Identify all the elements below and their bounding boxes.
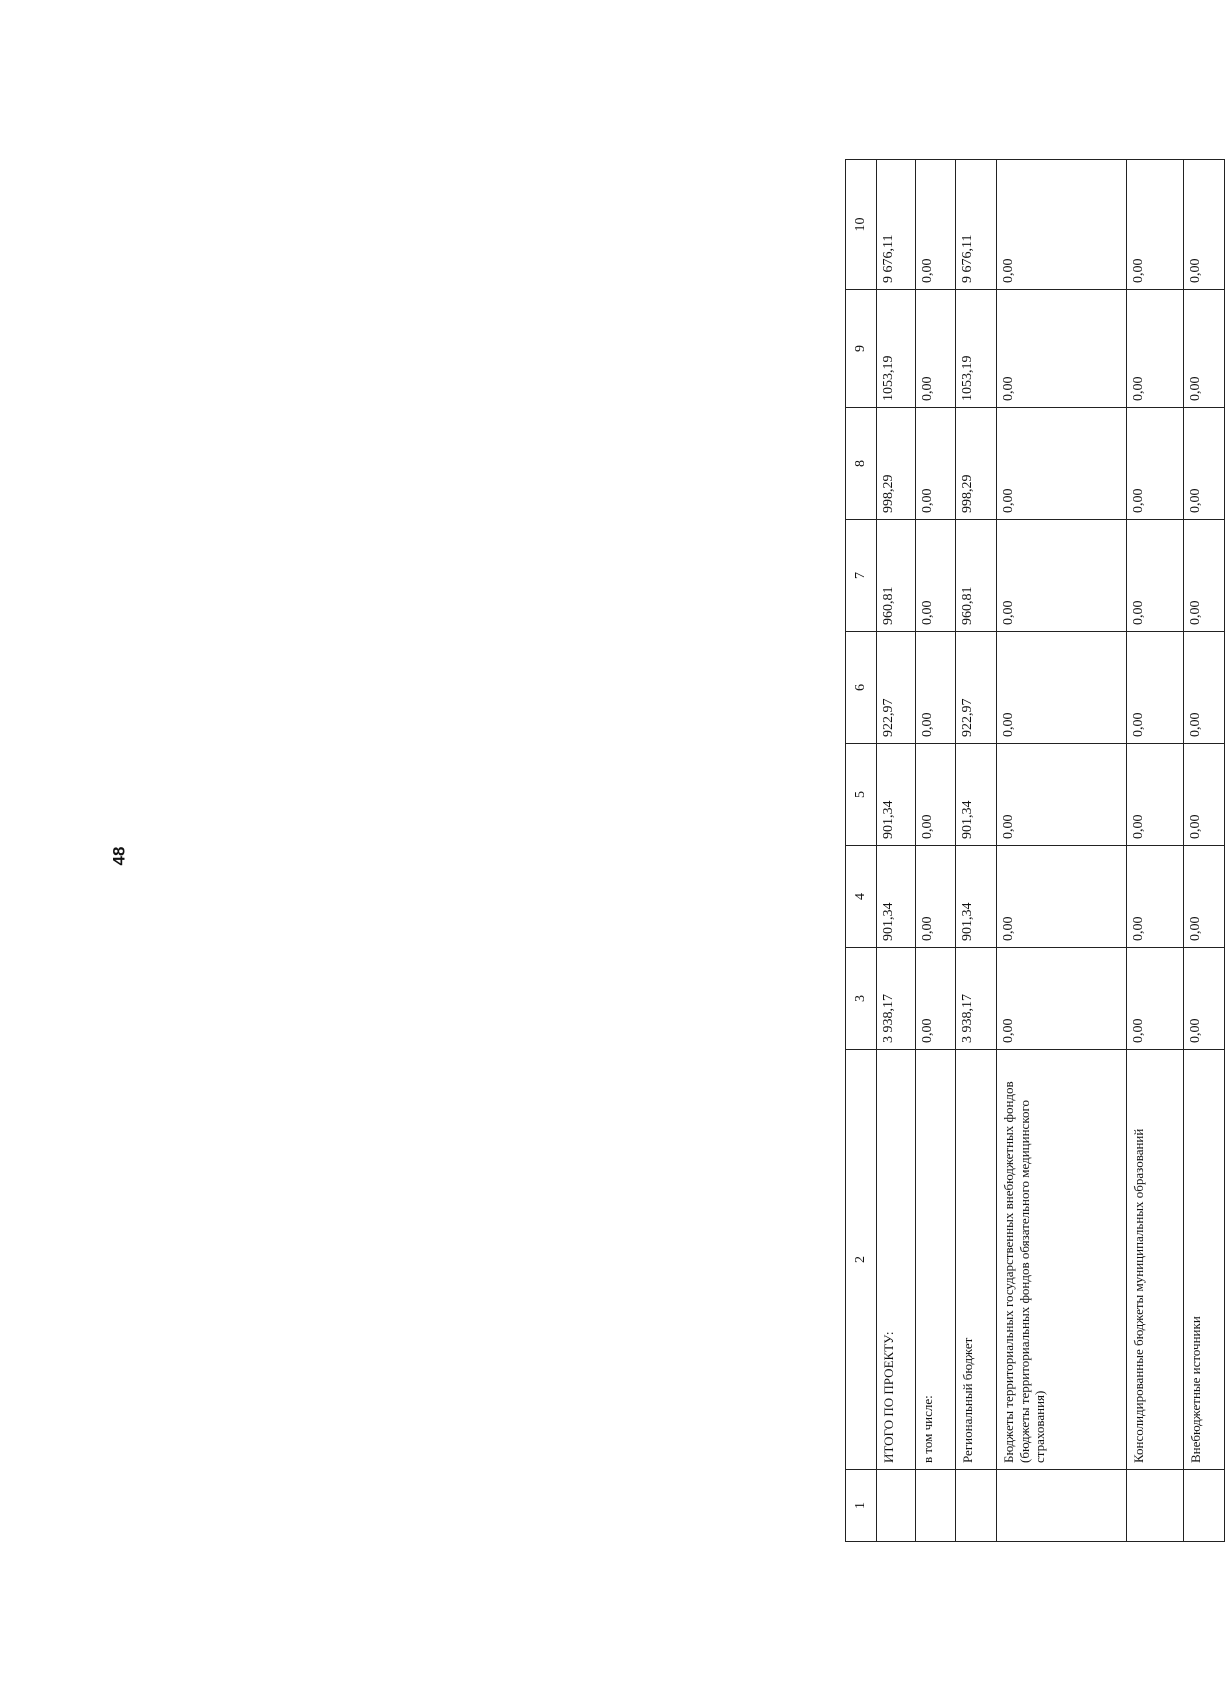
value-cell: 0,00 <box>997 290 1126 408</box>
value-cell: 3 938,17 <box>877 948 916 1050</box>
table-header-row <box>846 160 877 1542</box>
value-cell: 0,00 <box>1183 632 1224 744</box>
value-cell: 0,00 <box>1126 846 1183 948</box>
row-label: ИТОГО ПО ПРОЕКТУ: <box>877 1050 916 1470</box>
header-cell: 10 <box>846 160 877 290</box>
value-cell: 0,00 <box>1183 948 1224 1050</box>
row-number-cell <box>877 1470 916 1542</box>
table-row <box>955 160 996 1542</box>
value-cell: 998,29 <box>955 408 996 520</box>
row-label: Внебюджетные источники <box>1183 1050 1224 1470</box>
table-row <box>916 160 955 1542</box>
row-label: Консолидированные бюджеты муниципальных образований <box>1126 1050 1183 1470</box>
value-cell: 0,00 <box>1126 744 1183 846</box>
value-cell: 901,34 <box>955 744 996 846</box>
row-number-cell <box>1126 1470 1183 1542</box>
table-row <box>877 160 916 1542</box>
value-cell: 0,00 <box>916 160 955 290</box>
row-label: в том числе: <box>916 1050 955 1470</box>
value-cell: 901,34 <box>955 846 996 948</box>
value-cell: 9 676,11 <box>877 160 916 290</box>
value-cell: 0,00 <box>1126 160 1183 290</box>
value-cell: 0,00 <box>1183 520 1224 632</box>
table-row <box>997 160 1126 1542</box>
header-cell: 2 <box>846 1050 877 1470</box>
value-cell: 0,00 <box>1183 290 1224 408</box>
value-cell: 960,81 <box>955 520 996 632</box>
value-cell: 0,00 <box>1126 632 1183 744</box>
value-cell: 0,00 <box>1183 744 1224 846</box>
value-cell: 0,00 <box>916 632 955 744</box>
value-cell: 3 938,17 <box>955 948 996 1050</box>
value-cell: 0,00 <box>1183 846 1224 948</box>
value-cell: 998,29 <box>877 408 916 520</box>
header-cell: 6 <box>846 632 877 744</box>
value-cell: 0,00 <box>997 744 1126 846</box>
value-cell: 0,00 <box>1183 160 1224 290</box>
row-number-cell <box>997 1470 1126 1542</box>
value-cell: 0,00 <box>997 948 1126 1050</box>
header-cell: 4 <box>846 846 877 948</box>
row-number-cell <box>916 1470 955 1542</box>
header-cell: 1 <box>846 1470 877 1542</box>
value-cell: 960,81 <box>877 520 916 632</box>
table-row <box>1183 160 1224 1542</box>
value-cell: 0,00 <box>1126 290 1183 408</box>
row-label: Бюджеты территориальных государственных внебюджетных фондов (бюджеты территориальных фондов обязательного медицинского страхования) <box>997 1050 1126 1470</box>
value-cell: 0,00 <box>997 846 1126 948</box>
value-cell: 0,00 <box>1126 520 1183 632</box>
value-cell: 0,00 <box>916 520 955 632</box>
value-cell: 901,34 <box>877 846 916 948</box>
value-cell: 0,00 <box>997 408 1126 520</box>
header-cell: 7 <box>846 520 877 632</box>
budget-table <box>845 159 1225 1542</box>
value-cell: 0,00 <box>1126 408 1183 520</box>
value-cell: 0,00 <box>997 520 1126 632</box>
value-cell: 0,00 <box>916 408 955 520</box>
value-cell: 0,00 <box>1183 408 1224 520</box>
value-cell: 0,00 <box>916 846 955 948</box>
header-cell: 9 <box>846 290 877 408</box>
header-cell: 3 <box>846 948 877 1050</box>
value-cell: 901,34 <box>877 744 916 846</box>
row-label: Региональный бюджет <box>955 1050 996 1470</box>
header-cell: 5 <box>846 744 877 846</box>
value-cell: 0,00 <box>916 290 955 408</box>
value-cell: 922,97 <box>955 632 996 744</box>
row-number-cell <box>1183 1470 1224 1542</box>
value-cell: 0,00 <box>997 160 1126 290</box>
value-cell: 1053,19 <box>955 290 996 408</box>
page-number: 48 <box>109 846 129 866</box>
rotated-table-wrapper <box>845 160 1225 1542</box>
value-cell: 1053,19 <box>877 290 916 408</box>
header-cell: 8 <box>846 408 877 520</box>
table-row <box>1126 160 1183 1542</box>
value-cell: 0,00 <box>916 744 955 846</box>
value-cell: 0,00 <box>1126 948 1183 1050</box>
row-number-cell <box>955 1470 996 1542</box>
value-cell: 0,00 <box>916 948 955 1050</box>
value-cell: 922,97 <box>877 632 916 744</box>
value-cell: 9 676,11 <box>955 160 996 290</box>
value-cell: 0,00 <box>997 632 1126 744</box>
